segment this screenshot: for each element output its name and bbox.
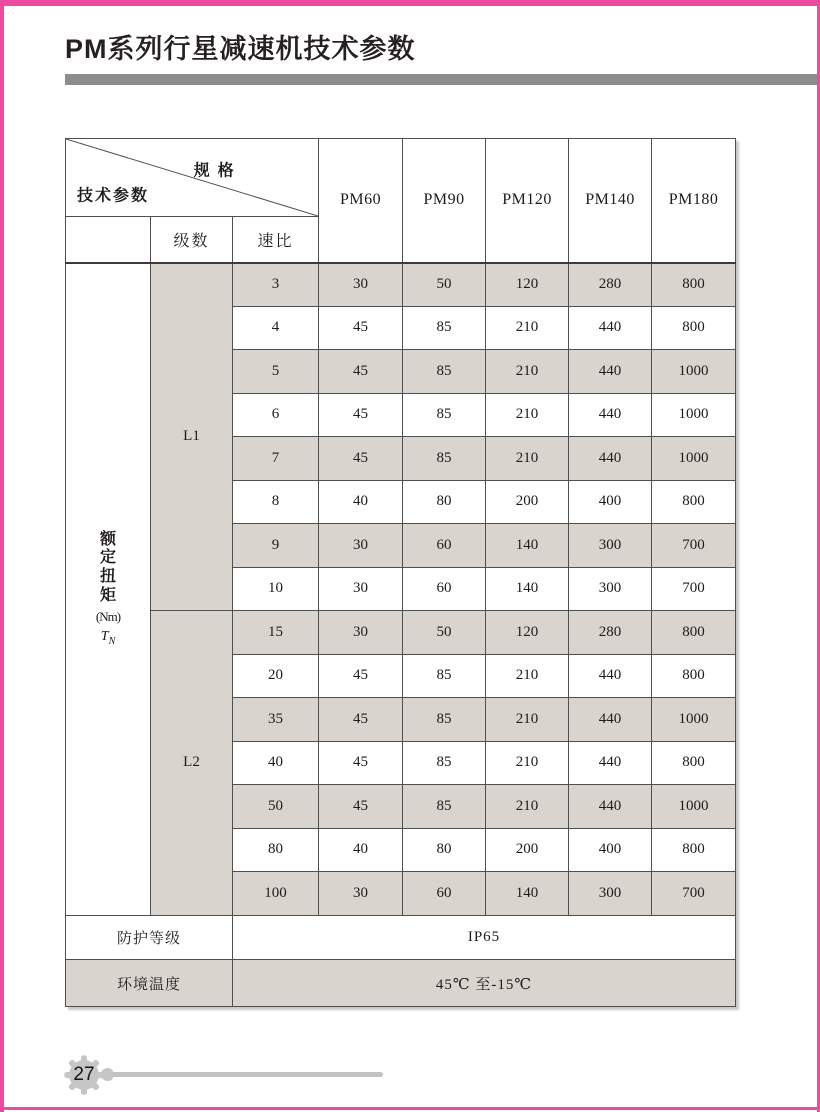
- ratio-cell: 8: [233, 480, 319, 524]
- stage-cell-L2: L2: [151, 611, 233, 916]
- ratio-cell: 20: [233, 654, 319, 698]
- value-cell: 440: [569, 393, 652, 437]
- value-cell: 30: [319, 567, 403, 611]
- corner-label-spec: 规 格: [193, 162, 236, 180]
- value-cell: 85: [403, 654, 486, 698]
- torque-label-char: 扭: [99, 568, 116, 586]
- value-cell: 85: [403, 698, 486, 742]
- value-cell: 700: [652, 524, 736, 568]
- value-cell: 50: [403, 611, 486, 655]
- value-cell: 200: [486, 828, 569, 872]
- ratio-cell: 7: [233, 437, 319, 481]
- value-cell: 1000: [652, 698, 736, 742]
- col-header-pm120: PM120: [486, 139, 569, 263]
- value-cell: 1000: [652, 437, 736, 481]
- value-cell: 440: [569, 437, 652, 481]
- value-cell: 85: [403, 393, 486, 437]
- corner-label-params: 技术参数: [77, 187, 150, 205]
- ratio-cell: 80: [233, 828, 319, 872]
- value-cell: 1000: [652, 785, 736, 829]
- value-cell: 210: [486, 350, 569, 394]
- page-number: 27: [73, 1064, 95, 1085]
- value-cell: 45: [319, 741, 403, 785]
- value-cell: 120: [486, 611, 569, 655]
- page-title: PM系列行星减速机技术参数: [65, 34, 416, 64]
- ratio-cell: 3: [233, 263, 319, 307]
- value-cell: 45: [319, 437, 403, 481]
- value-cell: 400: [569, 828, 652, 872]
- value-cell: 210: [486, 741, 569, 785]
- header-row-1: [66, 139, 736, 217]
- value-cell: 45: [319, 393, 403, 437]
- value-cell: 210: [486, 437, 569, 481]
- value-cell: 800: [652, 306, 736, 350]
- ratio-cell: 50: [233, 785, 319, 829]
- value-cell: 50: [403, 263, 486, 307]
- value-cell: 30: [319, 524, 403, 568]
- ratio-cell: 9: [233, 524, 319, 568]
- value-cell: 800: [652, 654, 736, 698]
- value-cell: 700: [652, 872, 736, 916]
- value-cell: 30: [319, 611, 403, 655]
- value-cell: 85: [403, 437, 486, 481]
- value-cell: 280: [569, 611, 652, 655]
- value-cell: 45: [319, 698, 403, 742]
- value-cell: 300: [569, 567, 652, 611]
- value-cell: 60: [403, 524, 486, 568]
- value-cell: 210: [486, 393, 569, 437]
- value-cell: 1000: [652, 350, 736, 394]
- col-header-pm140: PM140: [569, 139, 652, 263]
- value-cell: 40: [319, 480, 403, 524]
- value-cell: 440: [569, 306, 652, 350]
- value-cell: 120: [486, 263, 569, 307]
- value-cell: 80: [403, 828, 486, 872]
- protection-label: 防护等级: [66, 915, 233, 960]
- value-cell: 300: [569, 872, 652, 916]
- torque-label-char: 定: [99, 549, 116, 567]
- value-cell: 280: [569, 263, 652, 307]
- value-cell: 440: [569, 350, 652, 394]
- protection-value: IP65: [233, 915, 736, 960]
- value-cell: 300: [569, 524, 652, 568]
- temperature-label: 环境温度: [66, 960, 233, 1007]
- col-header-pm180: PM180: [652, 139, 736, 263]
- value-cell: 210: [486, 785, 569, 829]
- value-cell: 140: [486, 524, 569, 568]
- stage-cell-L1: L1: [151, 263, 233, 611]
- protection-row: [66, 915, 736, 960]
- value-cell: 85: [403, 306, 486, 350]
- value-cell: 800: [652, 741, 736, 785]
- spec-table-body: [66, 263, 736, 916]
- torque-label-char: 矩: [99, 587, 116, 605]
- torque-unit: (Nm): [95, 609, 121, 625]
- value-cell: 210: [486, 654, 569, 698]
- value-cell: 440: [569, 698, 652, 742]
- ratio-cell: 4: [233, 306, 319, 350]
- value-cell: 85: [403, 785, 486, 829]
- ratio-cell: 100: [233, 872, 319, 916]
- value-cell: 85: [403, 350, 486, 394]
- value-cell: 210: [486, 306, 569, 350]
- value-cell: 440: [569, 654, 652, 698]
- ratio-cell: 5: [233, 350, 319, 394]
- value-cell: 60: [403, 567, 486, 611]
- value-cell: 45: [319, 785, 403, 829]
- spec-row: [66, 611, 736, 655]
- value-cell: 60: [403, 872, 486, 916]
- value-cell: 200: [486, 480, 569, 524]
- value-cell: 400: [569, 480, 652, 524]
- value-cell: 140: [486, 567, 569, 611]
- torque-label-cell: [66, 263, 151, 916]
- value-cell: 700: [652, 567, 736, 611]
- ratio-cell: 6: [233, 393, 319, 437]
- value-cell: 45: [319, 654, 403, 698]
- torque-label-char: 额: [99, 530, 116, 548]
- value-cell: 800: [652, 828, 736, 872]
- value-cell: 30: [319, 872, 403, 916]
- value-cell: 800: [652, 263, 736, 307]
- ratio-cell: 15: [233, 611, 319, 655]
- value-cell: 45: [319, 350, 403, 394]
- value-cell: 80: [403, 480, 486, 524]
- value-cell: 440: [569, 785, 652, 829]
- page-border-top: [0, 0, 820, 6]
- page-footer: [0, 1052, 820, 1098]
- value-cell: 45: [319, 306, 403, 350]
- ratio-cell: 40: [233, 741, 319, 785]
- value-cell: 85: [403, 741, 486, 785]
- subheader-stage: 级数: [151, 217, 233, 263]
- value-cell: 140: [486, 872, 569, 916]
- title-underline-bar: [65, 74, 817, 85]
- col-header-pm60: PM60: [319, 139, 403, 263]
- value-cell: 30: [319, 263, 403, 307]
- value-cell: 800: [652, 611, 736, 655]
- value-cell: 1000: [652, 393, 736, 437]
- value-cell: 800: [652, 480, 736, 524]
- temperature-row: [66, 960, 736, 1007]
- value-cell: 40: [319, 828, 403, 872]
- ratio-cell: 35: [233, 698, 319, 742]
- corner-header-cell: [66, 139, 319, 217]
- subheader-empty-cell: [66, 217, 151, 263]
- subheader-ratio: 速比: [233, 217, 319, 263]
- footer-line: [112, 1072, 383, 1077]
- value-cell: 210: [486, 698, 569, 742]
- col-header-pm90: PM90: [403, 139, 486, 263]
- spec-table: [65, 138, 736, 1007]
- page-border-bottom: [0, 1107, 820, 1110]
- temperature-value: 45℃ 至-15℃: [233, 960, 736, 1007]
- page-border-left: [0, 0, 4, 1112]
- value-cell: 440: [569, 741, 652, 785]
- torque-symbol: $T_N$: [100, 628, 116, 647]
- spec-row: [66, 263, 736, 307]
- ratio-cell: 10: [233, 567, 319, 611]
